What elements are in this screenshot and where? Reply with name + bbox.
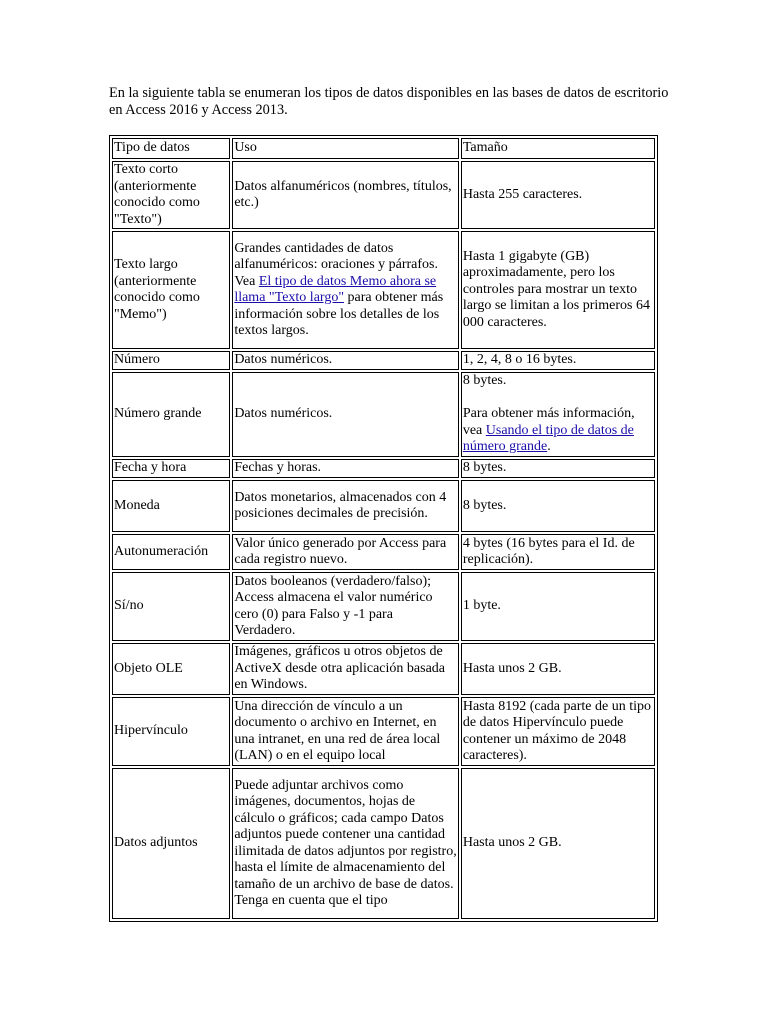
cell-use: Datos numéricos.	[232, 351, 459, 370]
cell-type: Número	[112, 351, 230, 370]
cell-size: 1, 2, 4, 8 o 16 bytes.	[461, 351, 655, 370]
cell-type: Objeto OLE	[112, 643, 230, 695]
cell-size: Hasta unos 2 GB.	[461, 643, 655, 695]
cell-size: 4 bytes (16 bytes para el Id. de replicación).	[461, 534, 655, 570]
table-row	[112, 161, 655, 229]
cell-use: Imágenes, gráficos u otros objetos de ActiveX desde otra aplicación basada en Windows.	[232, 643, 459, 695]
cell-use: Una dirección de vínculo a un documento o archivo en Internet, en una intranet, en una red de área local (LAN) o en el equipo local	[232, 697, 459, 766]
cell-size	[461, 372, 655, 457]
size-text-after: .	[547, 439, 551, 455]
cell-type: Número grande	[112, 372, 230, 457]
table-row	[112, 231, 655, 349]
table-row	[112, 534, 655, 570]
cell-type: Sí/no	[112, 572, 230, 641]
data-types-table	[109, 135, 658, 922]
header-tipo: Tipo de datos	[112, 138, 230, 159]
intro-paragraph: En la siguiente tabla se enumeran los tipos de datos disponibles en las bases de datos de escritorio en Access 2016 y Access 2013.	[109, 85, 669, 118]
cell-use: Fechas y horas.	[232, 459, 459, 478]
cell-size: Hasta 8192 (cada parte de un tipo de datos Hipervínculo puede contener un máximo de 2048 caracteres).	[461, 697, 655, 766]
cell-size: Hasta 255 caracteres.	[461, 161, 655, 229]
table-row	[112, 697, 655, 766]
table-row	[112, 572, 655, 641]
cell-size: Hasta 1 gigabyte (GB) aproximadamente, pero los controles para mostrar un texto largo se limitan a los primeros 64 000 caracteres.	[461, 231, 655, 349]
memo-link[interactable]: El tipo de datos Memo ahora se llama "Texto largo"	[234, 273, 437, 305]
cell-type: Moneda	[112, 480, 230, 532]
cell-use: Puede adjuntar archivos como imágenes, documentos, hojas de cálculo o gráficos; cada campo Datos adjuntos puede contener una cantidad ilimitada de datos adjuntos por registro, hasta el límite de almacenamiento del tamaño de un archivo de base de datos. Tenga en cuenta que el tipo	[232, 768, 459, 919]
cell-type: Texto largo (anteriormente conocido como "Memo")	[112, 231, 230, 349]
cell-use: Datos booleanos (verdadero/falso); Access almacena el valor numérico cero (0) para Falso y -1 para Verdadero.	[232, 572, 459, 641]
use-text-after: para obtener más información sobre los detalles de los textos largos.	[234, 290, 444, 338]
cell-type: Texto corto (anteriormente conocido como "Texto")	[112, 161, 230, 229]
table-header-row	[112, 138, 655, 159]
cell-type: Hipervínculo	[112, 697, 230, 766]
cell-size: 1 byte.	[461, 572, 655, 641]
table-row	[112, 643, 655, 695]
table-row	[112, 480, 655, 532]
cell-size: Hasta unos 2 GB.	[461, 768, 655, 919]
header-uso: Uso	[232, 138, 459, 159]
cell-type: Datos adjuntos	[112, 768, 230, 919]
cell-use: Datos numéricos.	[232, 372, 459, 457]
cell-type: Autonumeración	[112, 534, 230, 570]
cell-size: 8 bytes.	[461, 480, 655, 532]
cell-use	[232, 231, 459, 349]
size-line1: 8 bytes.	[462, 373, 507, 389]
cell-type: Fecha y hora	[112, 459, 230, 478]
cell-use: Datos monetarios, almacenados con 4 posiciones decimales de precisión.	[232, 480, 459, 532]
table-row	[112, 459, 655, 478]
cell-use: Valor único generado por Access para cada registro nuevo.	[232, 534, 459, 570]
table-row	[112, 351, 655, 370]
use-text-before: Grandes cantidades de datos alfanuméricos: oraciones y párrafos. Vea	[234, 240, 439, 289]
cell-size: 8 bytes.	[461, 459, 655, 478]
table-row	[112, 768, 655, 919]
size-text-before: Para obtener más información, vea	[462, 406, 635, 438]
table-row	[112, 372, 655, 457]
header-tamano: Tamaño	[461, 138, 655, 159]
cell-use: Datos alfanuméricos (nombres, títulos, etc.)	[232, 161, 459, 229]
numero-grande-link[interactable]: Usando el tipo de datos de número grande	[462, 422, 634, 455]
